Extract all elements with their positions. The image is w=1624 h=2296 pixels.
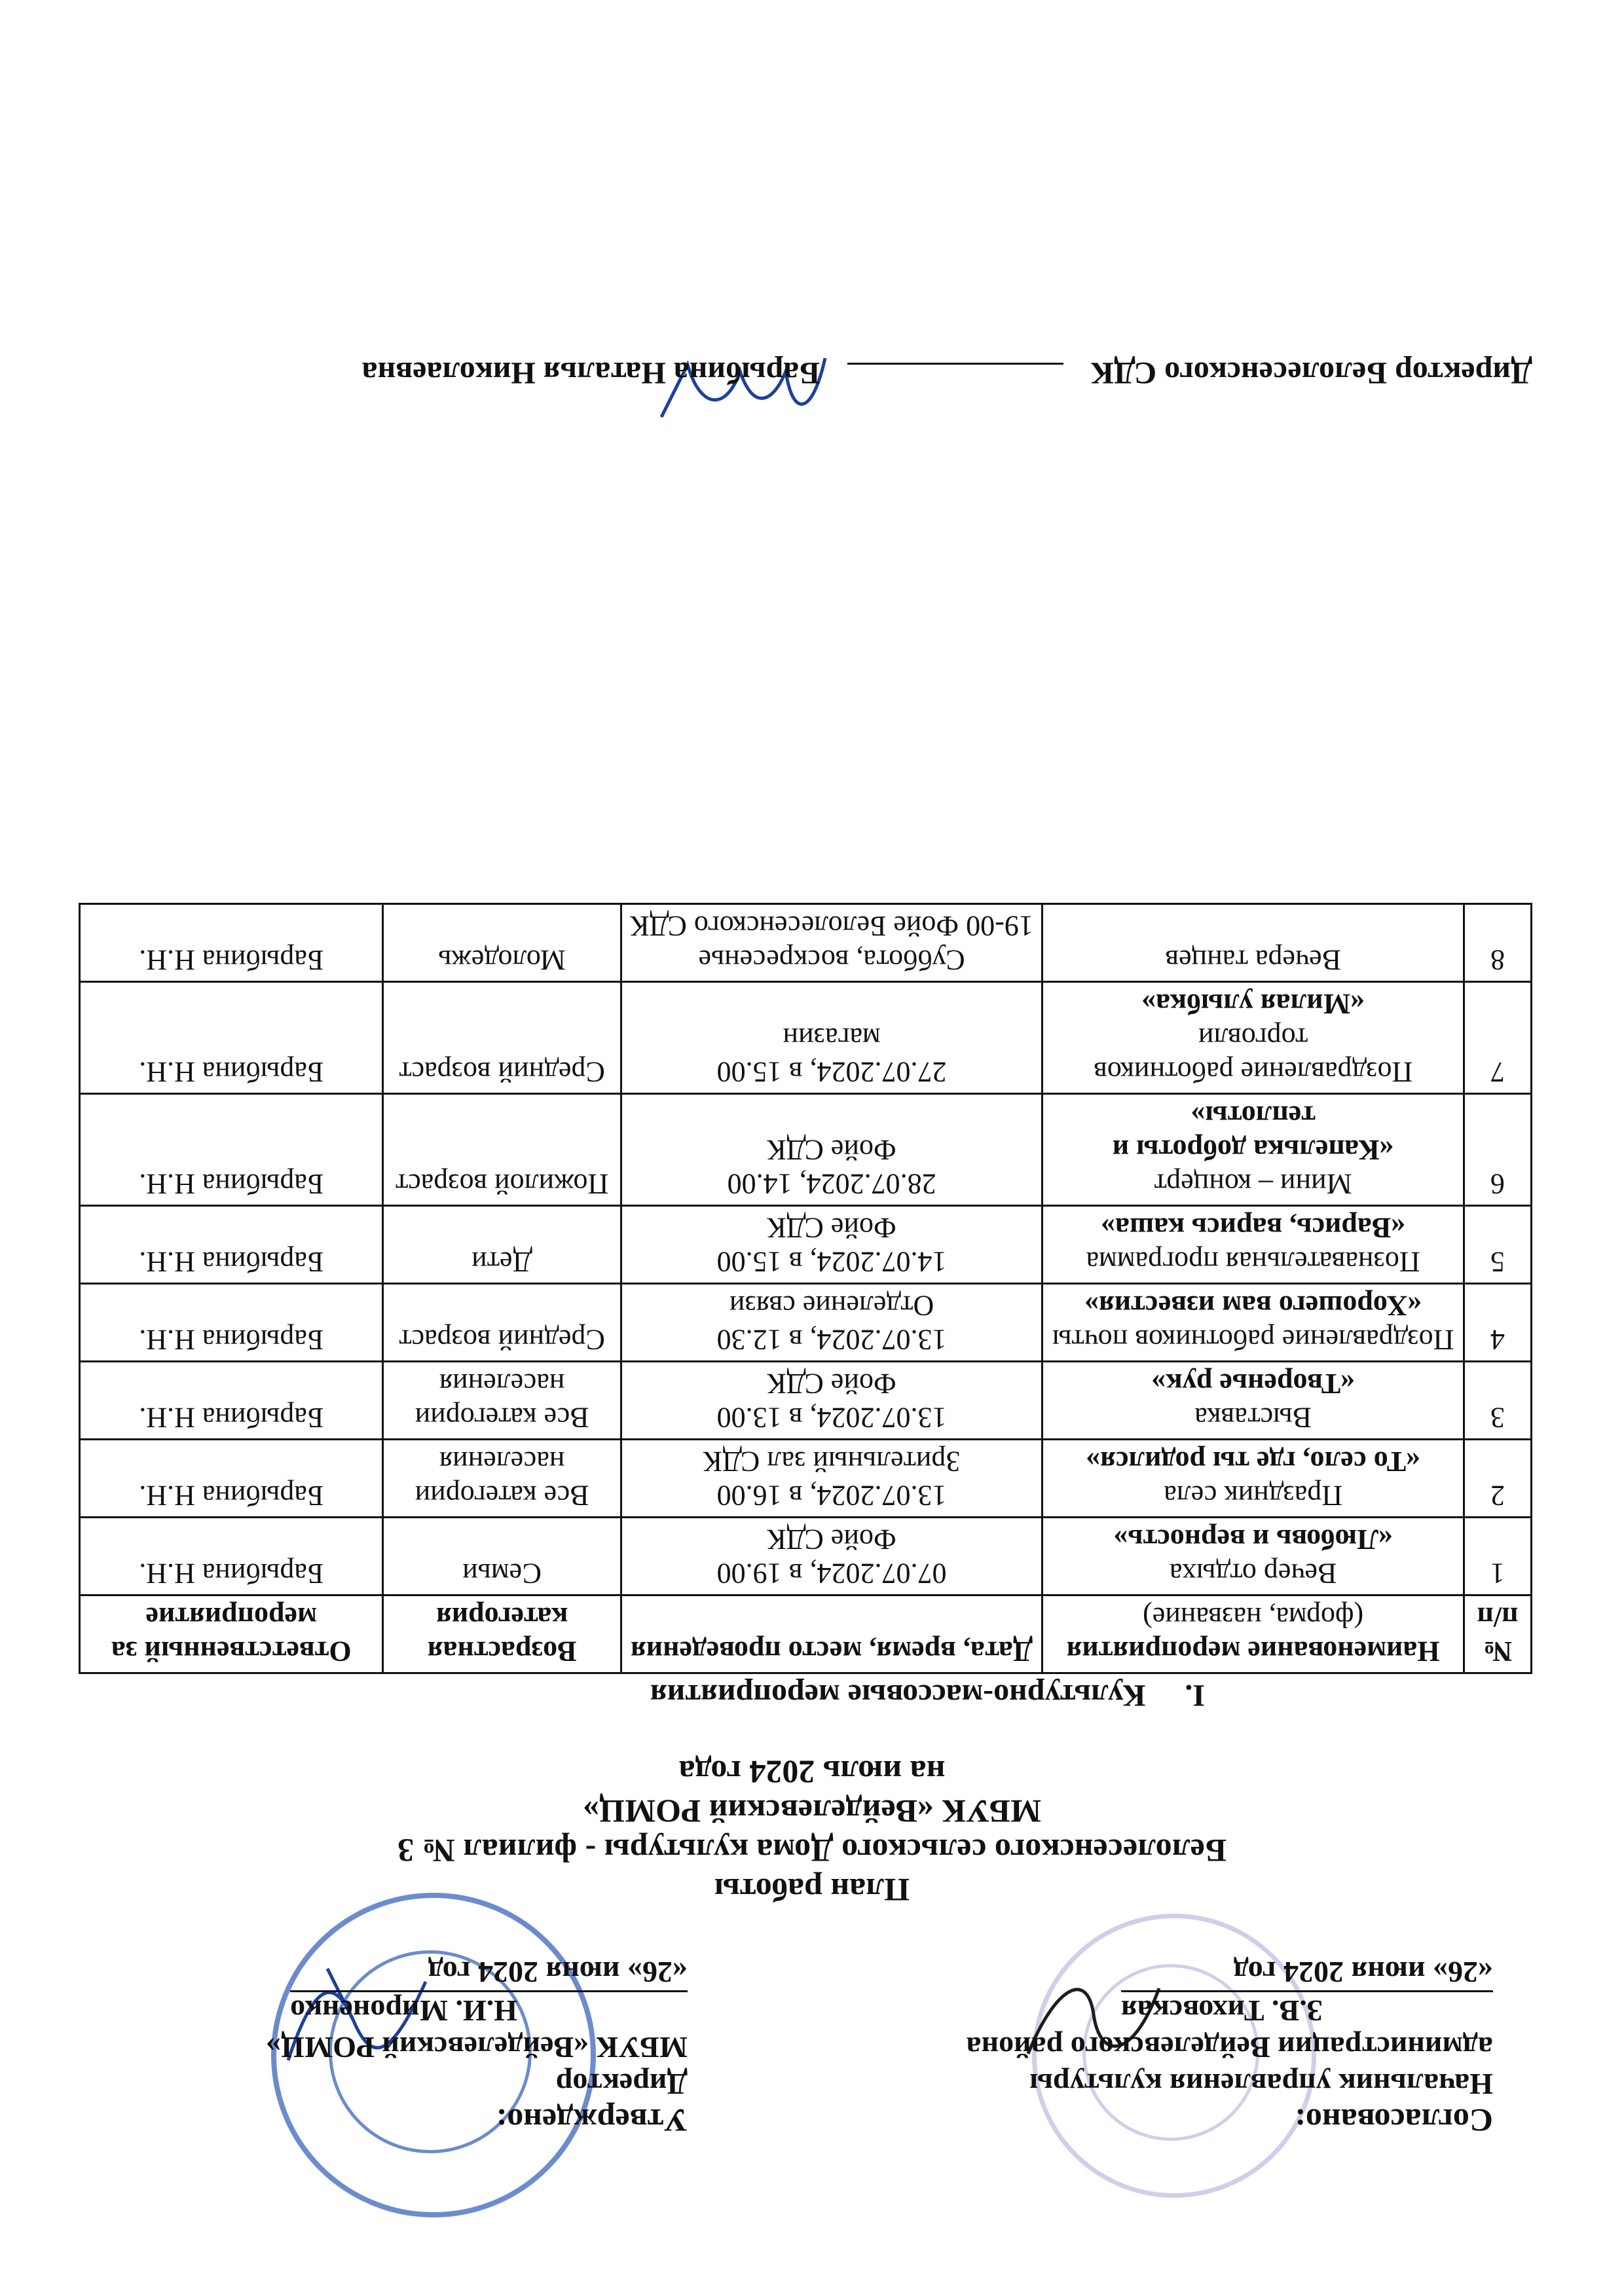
- row-category: Средний возраст: [383, 982, 621, 1094]
- row-category: Все категории населения: [383, 1362, 621, 1440]
- agreement-position: Начальник управления культуры: [1029, 2068, 1493, 2101]
- row-datetime: 28.07.2024, 14.00: [727, 1168, 936, 1200]
- row-name-form: Вечер отдыха: [1169, 1558, 1337, 1590]
- title-line-2: Белолесенского сельского Дома культуры - филиал № 3: [397, 1832, 1227, 1869]
- row-num: 5: [1464, 1206, 1531, 1284]
- row-name-form: Мини – концерт: [1154, 1168, 1352, 1200]
- row-num: 7: [1464, 982, 1531, 1094]
- table-row: [80, 1206, 1532, 1284]
- row-name: [1043, 1284, 1464, 1362]
- approval-block-right: [98, 1954, 688, 2139]
- row-name-title: «Милая улыбка»: [1141, 988, 1365, 1020]
- row-name-form: Выставка: [1194, 1402, 1312, 1434]
- header-responsible: Ответственный за мероприятие: [80, 1595, 383, 1673]
- section-number: I.: [1185, 1678, 1205, 1713]
- table-row: [80, 904, 1532, 982]
- row-datetime: 14.07.2024, в 15.00: [716, 1246, 947, 1278]
- row-datetime: 27.07.2024, в 15.00: [716, 1056, 947, 1088]
- row-place: Фойе СДК: [767, 1368, 896, 1400]
- table-row: [80, 1284, 1532, 1362]
- row-name: [1043, 1362, 1464, 1440]
- row-place: Зрительный зал СДК: [703, 1446, 961, 1478]
- table-row: [80, 982, 1532, 1094]
- row-datetime: 13.07.2024, в 13.00: [716, 1402, 947, 1434]
- section-title: [650, 1677, 1205, 1713]
- row-name-form: Поздравление работников торговли: [1094, 1022, 1413, 1088]
- row-responsible: Барыбина Н.Н.: [80, 1518, 383, 1595]
- row-place: Отделение связи: [729, 1290, 934, 1322]
- row-name: [1043, 982, 1464, 1094]
- row-responsible: Барыбина Н.Н.: [80, 1440, 383, 1518]
- row-num: 8: [1464, 904, 1531, 982]
- row-place: Фойе СДК: [767, 1212, 896, 1244]
- row-name-form: Вечера танцев: [1165, 944, 1341, 976]
- row-place: Фойе СДК: [767, 1523, 896, 1556]
- row-datetime: 07.07.2024, в 19.00: [716, 1558, 947, 1590]
- header-name: [1043, 1595, 1464, 1673]
- row-name-form: Поздравление работников почты: [1052, 1324, 1454, 1356]
- row-name-title: «Хорошего вам известия»: [1084, 1290, 1422, 1322]
- row-num: 2: [1464, 1440, 1531, 1518]
- row-responsible: Барыбина Н.Н.: [80, 982, 383, 1094]
- table-row: [80, 1362, 1532, 1440]
- row-datetime: 13.07.2024, в 12.30: [716, 1324, 947, 1356]
- row-name-title: «Капелька доброты и теплоты»: [1112, 1100, 1394, 1166]
- row-name-title: «Любовь и верность»: [1113, 1523, 1393, 1556]
- events-table: [79, 903, 1532, 1674]
- row-date: [621, 1206, 1043, 1284]
- footer-position: Директор Белолесенского СДК: [1090, 355, 1532, 390]
- header-name-normal: (форма, название): [1143, 1601, 1364, 1633]
- row-category: Дети: [383, 1206, 621, 1284]
- title-line-4: на июль 2024 года: [678, 1754, 946, 1791]
- row-name: [1043, 1094, 1464, 1206]
- row-responsible: Барыбина Н.Н.: [80, 904, 383, 982]
- row-responsible: Барыбина Н.Н.: [80, 1206, 383, 1284]
- table-row: [80, 1440, 1532, 1518]
- table-row: [80, 1518, 1532, 1595]
- approval-date: «26» июня 2024 год: [428, 1956, 688, 1989]
- row-category: Молодежь: [383, 904, 621, 982]
- row-name: [1043, 1206, 1464, 1284]
- approval-name: Н.И. Мироненко: [290, 1990, 688, 2029]
- header-name-bold: Наименование мероприятия: [1066, 1635, 1440, 1667]
- footer-name: Барыбина Наталья Николаевна: [361, 355, 820, 390]
- row-place: Фойе СДК: [767, 1134, 896, 1166]
- row-place: 19-00 Фойе Белолесенского СДК: [630, 910, 1033, 942]
- row-date: [621, 1284, 1043, 1362]
- agreement-organization: администрации Вейделевского района: [966, 2031, 1493, 2064]
- header-category: Возрастная категория: [383, 1595, 621, 1673]
- table-row: [80, 1094, 1532, 1206]
- row-name-title: «То село, где ты родился»: [1086, 1446, 1421, 1478]
- footer-signature-line: [362, 355, 1532, 391]
- signature-line: [847, 363, 1063, 391]
- row-num: 4: [1464, 1284, 1531, 1362]
- header-num: № п/п: [1464, 1595, 1531, 1673]
- row-date: [621, 904, 1043, 982]
- approval-position: Директор: [555, 2068, 688, 2101]
- row-category: Пожилой возраст: [383, 1094, 621, 1206]
- agreement-name: З.В. Тиховская: [1121, 1990, 1493, 2029]
- row-name-form: Праздник села: [1164, 1480, 1343, 1512]
- row-num: 6: [1464, 1094, 1531, 1206]
- row-date: [621, 1440, 1043, 1518]
- row-name: [1043, 1440, 1464, 1518]
- row-category: Средний возраст: [383, 1284, 621, 1362]
- title-line-1: План работы: [714, 1872, 910, 1908]
- row-datetime: Суббота, воскресенье: [698, 944, 965, 976]
- row-num: 3: [1464, 1362, 1531, 1440]
- row-date: [621, 982, 1043, 1094]
- header-date: Дата, время, место проведения: [621, 1595, 1043, 1673]
- approval-organization: МБУК «Вейделевский РОМЦ»: [266, 2031, 688, 2064]
- section-name: Культурно-массовые мероприятия: [650, 1678, 1146, 1713]
- row-date: [621, 1094, 1043, 1206]
- row-name-title: «Варись, варись каша»: [1101, 1212, 1406, 1244]
- row-responsible: Барыбина Н.Н.: [80, 1362, 383, 1440]
- row-name: [1043, 1518, 1464, 1595]
- approval-heading: Утверждено:: [496, 2102, 688, 2139]
- row-place: магазин: [783, 1022, 881, 1054]
- row-responsible: Барыбина Н.Н.: [80, 1284, 383, 1362]
- row-responsible: Барыбина Н.Н.: [80, 1094, 383, 1206]
- document-title: [0, 1753, 1624, 1910]
- row-name-title: «Творенье рук»: [1151, 1368, 1356, 1400]
- row-category: Семьи: [383, 1518, 621, 1595]
- agreement-heading: Согласовано:: [1295, 2102, 1493, 2139]
- row-date: [621, 1518, 1043, 1595]
- title-line-3: МБУК «Вейделевский РОМЦ»: [583, 1793, 1041, 1830]
- approval-block-left: [838, 1954, 1493, 2139]
- agreement-date: «26» июня 2024 год: [1233, 1956, 1493, 1989]
- row-date: [621, 1362, 1043, 1440]
- row-datetime: 13.07.2024, в 16.00: [716, 1480, 947, 1512]
- row-name: [1043, 904, 1464, 982]
- table-header-row: [80, 1595, 1532, 1673]
- row-category: Все категории населения: [383, 1440, 621, 1518]
- row-name-form: Познавательная программа: [1086, 1246, 1420, 1278]
- row-num: 1: [1464, 1518, 1531, 1595]
